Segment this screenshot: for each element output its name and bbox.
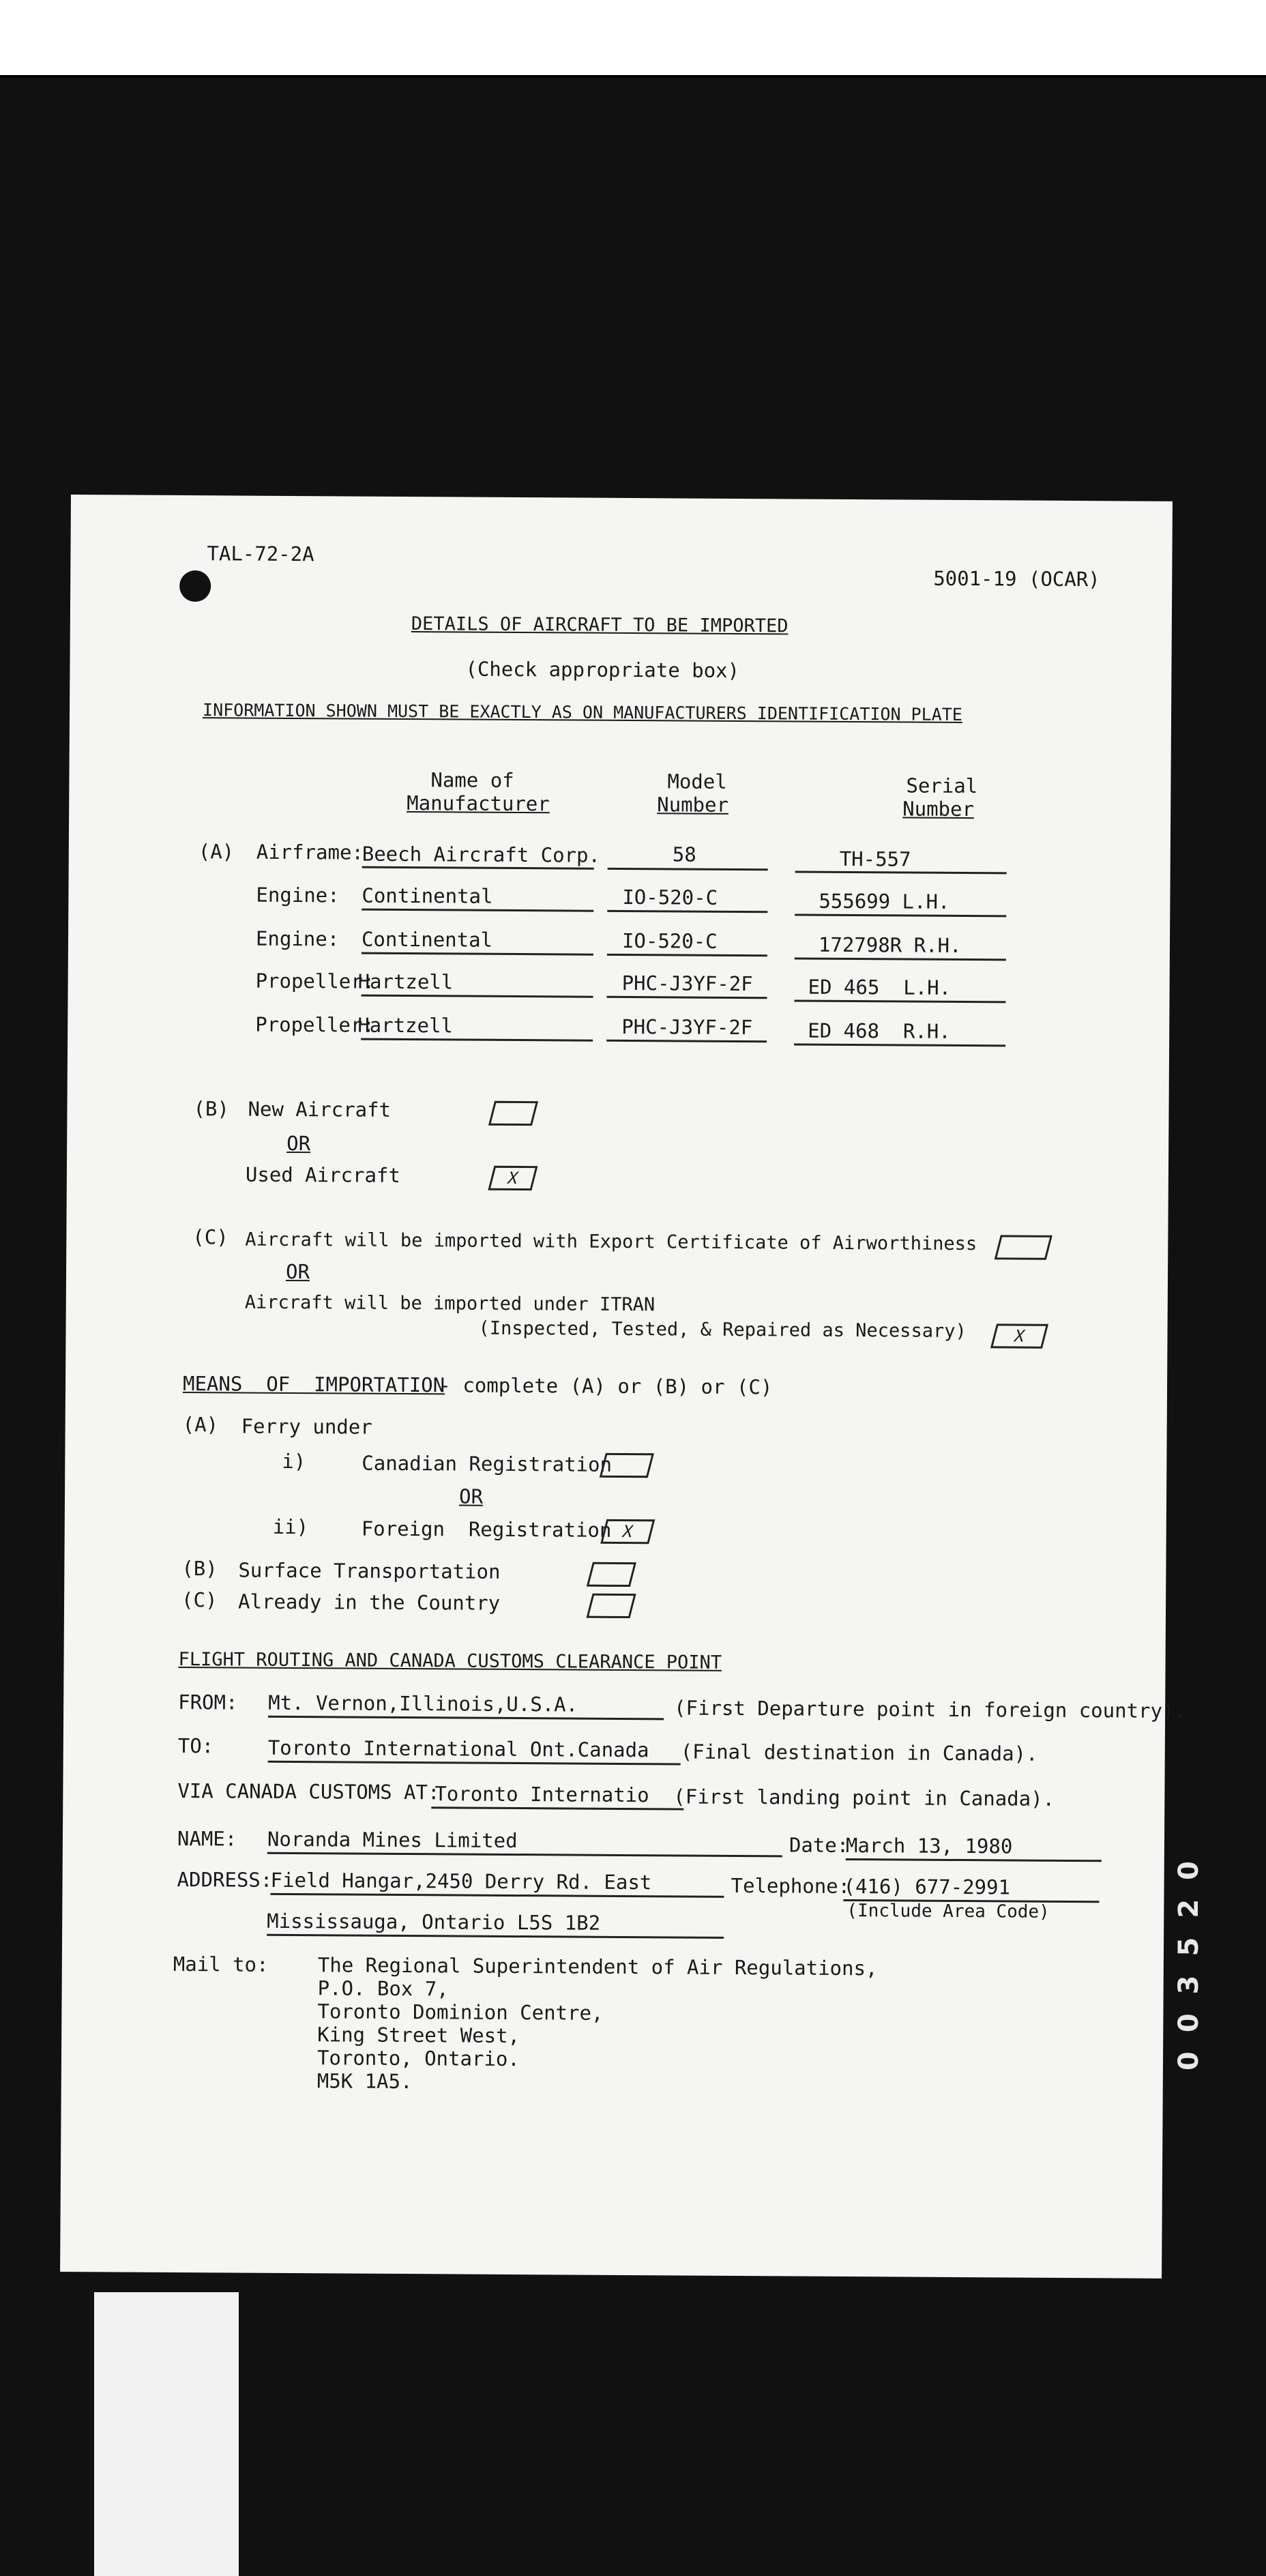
address-line-2: Mississauga, Ontario L5S 1B2: [267, 1909, 601, 1935]
propeller-1-manufacturer: Hartzell: [357, 969, 454, 994]
mail-address-line: Toronto, Ontario.: [316, 2046, 520, 2071]
col-serial-label-2: Number: [902, 797, 975, 821]
itran-label: Aircraft will be imported under ITRAN: [244, 1291, 656, 1316]
used-aircraft-checkbox[interactable]: X: [488, 1166, 538, 1190]
engine-2-model: IO-520-C: [621, 928, 718, 953]
name-line: [267, 1852, 782, 1858]
mail-address-line: M5K 1A5.: [316, 2069, 413, 2094]
manufacturer-line: [362, 952, 593, 956]
mail-address-line: Toronto Dominion Centre,: [317, 2000, 604, 2025]
reference-number: 5001-19 (OCAR): [933, 566, 1100, 591]
section-b-letter: (B): [193, 1097, 229, 1121]
col-serial-label-1: Serial: [906, 774, 978, 798]
means-a-letter: (A): [182, 1413, 219, 1437]
new-aircraft-checkbox[interactable]: [488, 1101, 538, 1126]
name-value: Noranda Mines Limited: [267, 1827, 518, 1853]
telephone-note: (Include Area Code): [847, 1900, 1050, 1922]
airframe-serial: TH-557: [839, 847, 911, 871]
col-manufacturer-label-1: Name of: [430, 768, 514, 792]
row-label: Engine:: [256, 883, 340, 907]
engine-1-model: IO-520-C: [622, 885, 718, 909]
foreign-registration-checkbox[interactable]: X: [600, 1519, 655, 1544]
propeller-2-serial: ED 468 R.H.: [808, 1019, 951, 1043]
surface-transportation-checkbox[interactable]: [587, 1562, 636, 1587]
propeller-1-serial: ED 465 L.H.: [808, 975, 952, 999]
canadian-registration-checkbox[interactable]: [600, 1453, 654, 1478]
model-line: [607, 954, 767, 956]
mail-address-line: King Street West,: [317, 2023, 520, 2048]
already-in-country-checkbox[interactable]: [586, 1594, 636, 1618]
serial-line: [794, 999, 1005, 1003]
mail-address-line: The Regional Superintendent of Air Regulations,: [317, 1953, 878, 1980]
model-line: [607, 996, 767, 999]
date-value: March 13, 1980: [845, 1833, 1013, 1858]
telephone-value: (416) 677-2991: [843, 1874, 1011, 1899]
from-note: (First Departure point in foreign country).: [674, 1696, 1187, 1723]
film-tab: [94, 2292, 239, 2576]
serial-line: [795, 957, 1006, 961]
section-c-letter: (C): [192, 1225, 229, 1249]
scanner-header-strip: [0, 0, 1266, 75]
via-note: (First landing point in Canada).: [673, 1785, 1055, 1811]
form-page: [60, 495, 1187, 2279]
form-title: DETAILS OF AIRCRAFT TO BE IMPORTED: [411, 613, 789, 637]
via-line: [431, 1806, 683, 1810]
name-label: NAME:: [177, 1826, 237, 1851]
telephone-label: Telephone:: [731, 1873, 851, 1899]
ferry-under-label: Ferry under: [241, 1414, 372, 1439]
option-ii: ii): [272, 1514, 309, 1539]
means-b-letter: (B): [181, 1557, 218, 1581]
row-label: Airframe:: [256, 840, 364, 864]
via-label: VIA CANADA CUSTOMS AT:: [177, 1779, 440, 1804]
surface-transportation-label: Surface Transportation: [238, 1558, 501, 1583]
itran-detail: (Inspected, Tested, & Repaired as Necessary): [478, 1317, 967, 1343]
from-line: [268, 1716, 664, 1721]
address-line-2-rule: [267, 1934, 724, 1939]
manufacturer-line: [362, 995, 593, 998]
to-label: TO:: [177, 1733, 214, 1758]
propeller-2-manufacturer: Hartzell: [357, 1013, 454, 1038]
form-subtitle: (Check appropriate box): [465, 657, 740, 682]
engine-2-serial: 172798R R.H.: [818, 933, 962, 957]
section-a-letter: (A): [198, 840, 235, 864]
canadian-registration-label: Canadian Registration: [362, 1451, 613, 1476]
to-value: Toronto International Ont.Canada: [267, 1736, 649, 1762]
engine-1-serial: 555699 L.H.: [819, 889, 950, 913]
scanner-header-line: [0, 75, 1266, 78]
manufacturer-line: [362, 909, 593, 912]
routing-heading: FLIGHT ROUTING AND CANADA CUSTOMS CLEARANCE POINT: [178, 1648, 722, 1673]
airframe-manufacturer: Beech Aircraft Corp.: [362, 842, 601, 867]
means-heading-instruction: - complete (A) or (B) or (C): [426, 1373, 773, 1399]
address-line-1-rule: [270, 1893, 724, 1898]
serial-line: [795, 870, 1007, 874]
row-label: Propeller:: [255, 969, 375, 993]
itran-checkbox[interactable]: X: [990, 1323, 1048, 1348]
means-or: OR: [458, 1484, 484, 1508]
serial-line: [794, 1043, 1005, 1046]
option-i: i): [282, 1449, 306, 1474]
address-line-1: Field Hangar,2450 Derry Rd. East: [270, 1868, 652, 1894]
row-label: Engine:: [255, 926, 340, 951]
via-value: Toronto Internatio: [435, 1782, 649, 1807]
mail-to-label: Mail to:: [173, 1952, 269, 1976]
engine-1-manufacturer: Continental: [362, 883, 493, 908]
model-line: [606, 1040, 767, 1042]
manufacturer-line: [361, 1038, 593, 1042]
col-model-label-1: Model: [667, 770, 727, 793]
serial-line: [795, 913, 1006, 917]
section-b-or: OR: [286, 1131, 311, 1156]
foreign-registration-label: Foreign Registration: [361, 1517, 612, 1542]
col-model-label-2: Number: [657, 793, 729, 817]
from-label: FROM:: [178, 1690, 238, 1714]
to-note: (Final destination in Canada).: [680, 1740, 1038, 1766]
already-in-country-label: Already in the Country: [237, 1590, 501, 1615]
form-id: TAL-72-2A: [207, 542, 314, 566]
punch-hole: [179, 570, 211, 602]
row-label: Propeller:: [255, 1012, 374, 1037]
section-c-or: OR: [285, 1259, 310, 1284]
from-value: Mt. Vernon,Illinois,U.S.A.: [268, 1690, 578, 1716]
new-aircraft-label: New Aircraft: [248, 1097, 392, 1122]
mail-address-line: P.O. Box 7,: [317, 1976, 449, 2001]
propeller-1-model: PHC-J3YF-2F: [621, 971, 753, 996]
used-aircraft-label: Used Aircraft: [245, 1162, 401, 1187]
form-notice: INFORMATION SHOWN MUST BE EXACTLY AS ON MANUFACTURERS IDENTIFICATION PLATE: [202, 700, 962, 724]
frame-number-stamp: 003520: [1173, 1842, 1205, 2070]
means-c-letter: (C): [181, 1588, 218, 1612]
export-certificate-checkbox[interactable]: [995, 1235, 1052, 1259]
propeller-2-model: PHC-J3YF-2F: [621, 1014, 753, 1040]
model-line: [608, 868, 768, 870]
date-label: Date:: [789, 1833, 849, 1858]
address-label: ADDRESS:: [177, 1867, 273, 1892]
date-line: [846, 1858, 1102, 1862]
export-certificate-label: Aircraft will be imported with Export Certificate of Airworthiness: [245, 1229, 977, 1255]
engine-2-manufacturer: Continental: [361, 927, 493, 952]
means-heading: MEANS OF IMPORTATION: [182, 1372, 445, 1397]
airframe-model: 58: [672, 843, 696, 866]
col-manufacturer-label-2: Manufacturer: [407, 791, 550, 816]
model-line: [607, 910, 767, 913]
